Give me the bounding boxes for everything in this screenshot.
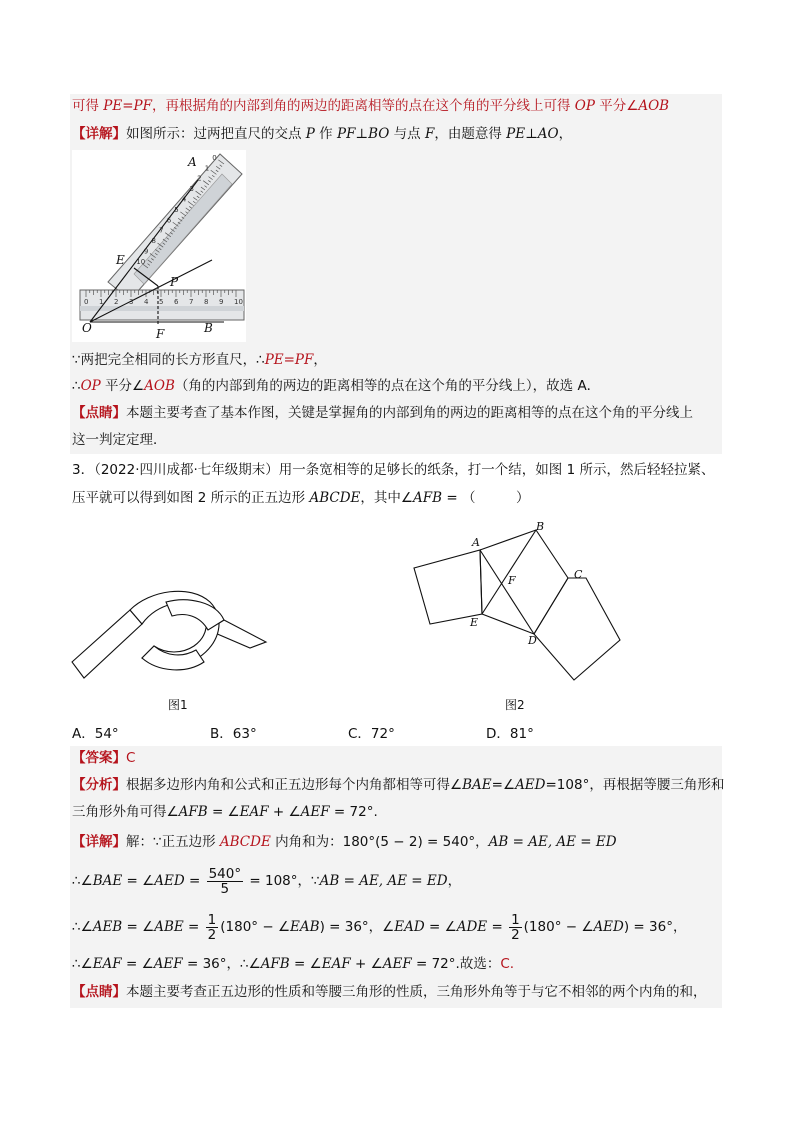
ruler-number: 3 xyxy=(189,185,194,194)
diagonal-ad xyxy=(480,550,534,634)
text-line: 可得 PE=PF，再根据角的内部到角的两边的距离相等的点在这个角的平分线上可得 OP 平分∠AOB xyxy=(72,98,670,114)
ruler-number: 1 xyxy=(99,298,104,306)
ruler-number: 8 xyxy=(204,298,209,306)
ruler-number: 4 xyxy=(144,298,149,306)
text-line: ∴OP 平分∠AOB（角的内部到角的两边的距离相等的点在这个角的平分线上），故选 A． xyxy=(72,378,601,394)
detail-line: ∴∠AEB = ∠ABE = $\frac{1}{2}$ (180° − ∠EAB) = 36°，∠EAD = ∠ADE = $\frac{1}{2}$ (180° − ∠AED) = 36°， xyxy=(72,911,687,943)
option-c: C．72° xyxy=(348,726,395,742)
text-line: 【详解】如图所示：过两把直尺的交点 P 作 PF⊥BO 与点 F，由题意得 PE⊥AO， xyxy=(72,126,573,142)
detail-line: ∴∠EAF = ∠AEF = 36°，∴∠AFB = ∠EAF + ∠AEF = 72°.故选：C. xyxy=(72,956,515,972)
ruler-number: 7 xyxy=(189,298,194,306)
ruler-number: 7 xyxy=(159,226,164,235)
ruler-figure xyxy=(72,150,246,342)
label-f: F xyxy=(508,574,516,587)
label-e: E xyxy=(116,253,125,267)
ruler-number: 5 xyxy=(159,298,164,306)
horizontal-ruler xyxy=(80,290,244,320)
text-line: ∵两把完全相同的长方形直尺，∴PE=PF， xyxy=(72,352,327,368)
ruler-number: 10 xyxy=(234,298,243,306)
knot-figure xyxy=(70,580,270,680)
fraction: $\frac{540^\circ}{5}$ xyxy=(208,865,242,897)
ruler-number: 0 xyxy=(212,153,217,162)
label-o: O xyxy=(82,321,92,335)
point-line: 【点睛】本题主要考查正五边形的性质和等腰三角形的性质，三角形外角等于与它不相邻的两个内角的和， xyxy=(72,984,707,1000)
ruler-number: 1 xyxy=(204,164,210,173)
label-e: E xyxy=(470,616,479,629)
ruler-number: 2 xyxy=(114,298,119,306)
text-line: 【点睛】本题主要考查了基本作图，关键是掌握角的内部到角的两边的距离相等的点在这个角的平分线上 xyxy=(72,405,693,421)
figure-2-caption: 图2 xyxy=(505,698,525,712)
question-text: 3．（2022·四川成都·七年级期末）用一条宽相等的足够长的纸条，打一个结，如图 1 所示，然后轻轻拉紧、 xyxy=(72,462,715,478)
ruler-number: 0 xyxy=(84,298,89,306)
ruler-number: 9 xyxy=(219,298,224,306)
analysis-line: 三角形外角可得∠AFB = ∠EAF + ∠AEF = 72°. xyxy=(72,804,378,820)
right-strip xyxy=(534,578,620,680)
label-a: A xyxy=(472,536,480,549)
label-a: A xyxy=(188,155,197,169)
option-a: A．54° xyxy=(72,726,119,742)
label-d: D xyxy=(528,634,537,647)
ruler-number: 10 xyxy=(136,257,146,266)
detail-line: 【详解】解：∵正五边形 ABCDE 内角和为：180°(5 − 2) = 540°，AB = AE, AE = ED xyxy=(72,834,617,850)
text-line: 这一判定定理． xyxy=(72,432,167,448)
fraction: $\frac{1}{2}$ xyxy=(207,911,217,943)
detail-line: ∴∠BAE = ∠AED = $\frac{540^\circ}{5}$ = 108°，∵AB = AE, AE = ED， xyxy=(72,865,462,897)
ruler-number: 2 xyxy=(197,174,202,183)
left-strip xyxy=(414,550,482,624)
option-b: B．63° xyxy=(210,726,257,742)
label-f: F xyxy=(156,327,165,341)
label-b: B xyxy=(204,321,213,335)
ruler-number: 6 xyxy=(166,216,172,225)
label-c: C xyxy=(574,568,583,581)
ruler-number: 3 xyxy=(129,298,134,306)
ruler-number: 4 xyxy=(181,195,187,204)
ruler-number: 9 xyxy=(143,247,149,256)
figure-1-caption: 图1 xyxy=(168,698,188,712)
analysis-line: 【分析】根据多边形内角和公式和正五边形每个内角都相等可得∠BAE=∠AED=108°，再根据等腰三角形和 xyxy=(72,777,725,793)
question-text: 压平就可以得到如图 2 所示的正五边形 ABCDE，其中∠AFB = （ ） xyxy=(72,490,530,506)
answer-line: 【答案】C xyxy=(72,750,136,766)
ruler-number: 6 xyxy=(174,298,179,306)
ruler-number: 5 xyxy=(174,205,179,214)
label-b: B xyxy=(536,522,545,533)
label-p: P xyxy=(170,275,179,289)
fraction: $\frac{1}{2}$ xyxy=(511,911,520,943)
pentagon-figure xyxy=(410,522,630,684)
diagonal-be xyxy=(482,530,536,614)
option-d: D．81° xyxy=(486,726,534,742)
ruler-number: 8 xyxy=(151,237,156,246)
